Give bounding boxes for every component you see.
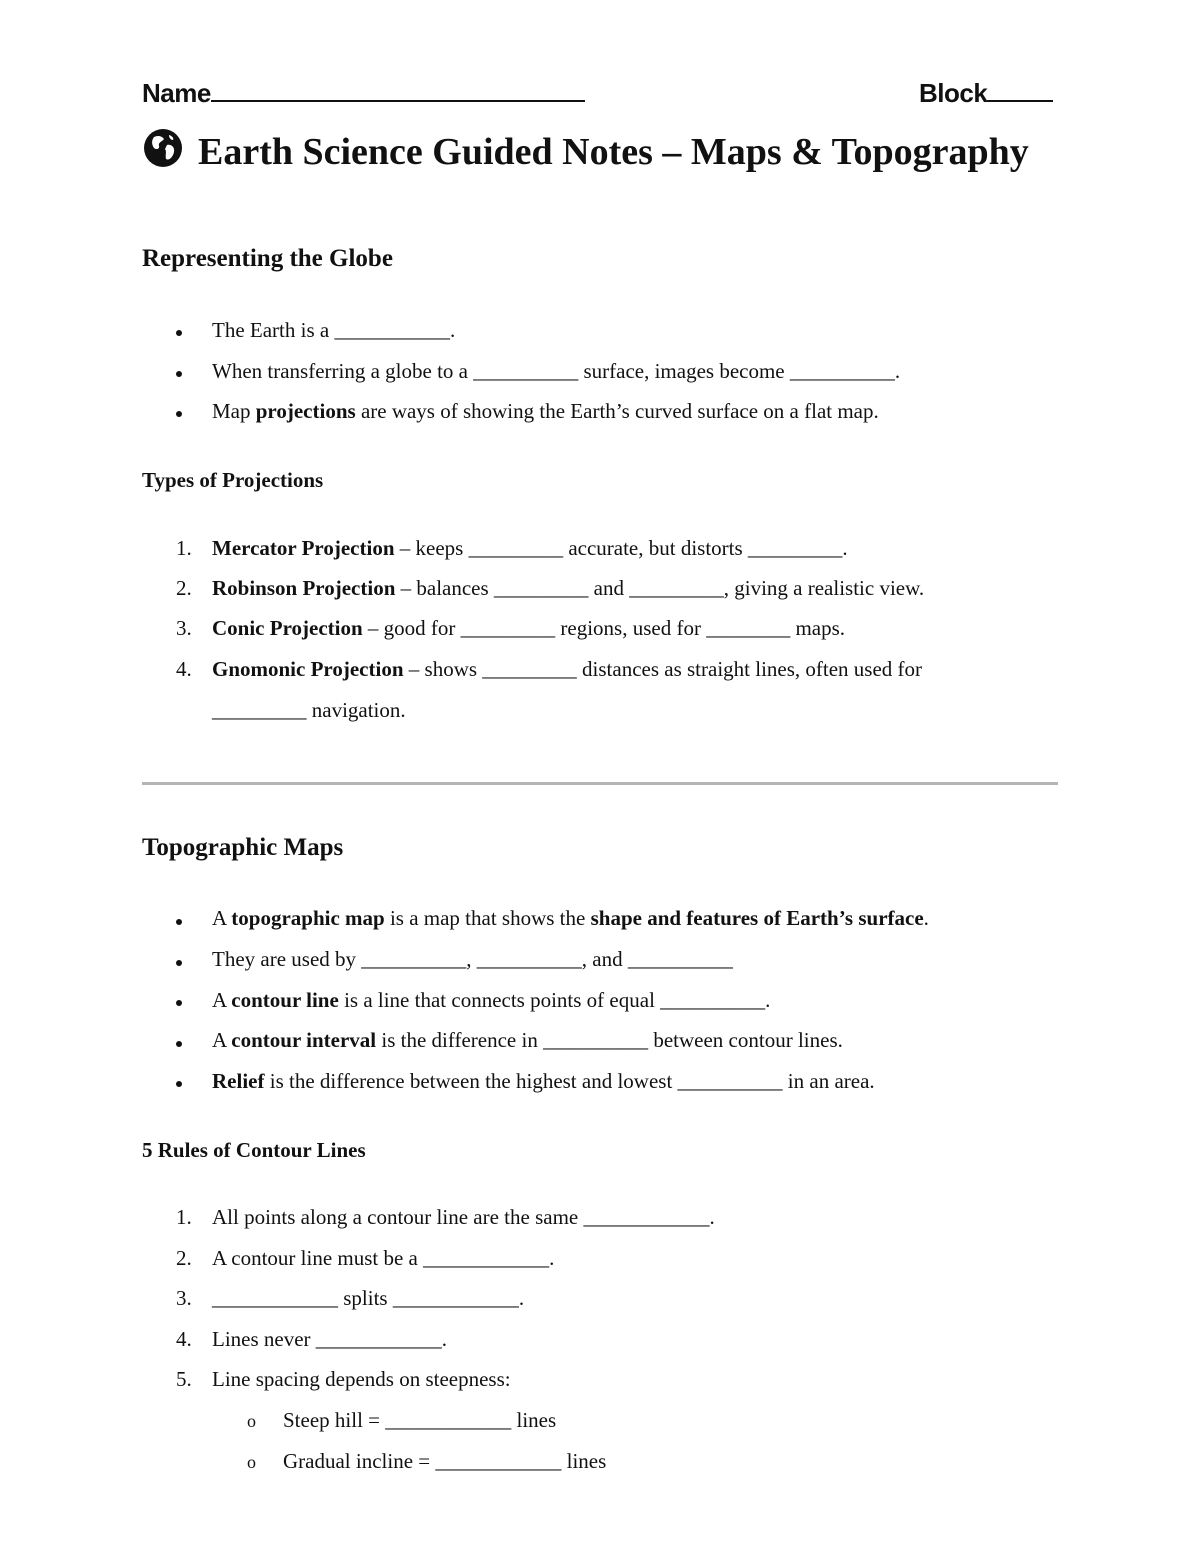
list-item: All points along a contour line are the same ____________. bbox=[212, 1205, 715, 1229]
sub-bullet-marker: o bbox=[247, 1452, 256, 1472]
bullet-dot bbox=[176, 371, 182, 377]
list-item: Map projections are ways of showing the Earth’s curved surface on a flat map. bbox=[212, 399, 879, 423]
section-divider bbox=[142, 782, 1058, 785]
list-item: The Earth is a ___________. bbox=[212, 318, 456, 342]
list-number: 4. bbox=[176, 657, 192, 681]
list-number: 2. bbox=[176, 1246, 192, 1270]
sub-list-item: Gradual incline = ____________ lines bbox=[283, 1449, 607, 1473]
name-field[interactable] bbox=[142, 80, 585, 106]
name-blank[interactable] bbox=[211, 100, 585, 102]
list-item: A contour interval is the difference in __________ between contour lines. bbox=[212, 1028, 843, 1052]
list-item: Conic Projection – good for _________ regions, used for ________ maps. bbox=[212, 616, 846, 640]
page-title bbox=[142, 127, 1029, 171]
bullet-dot bbox=[176, 1081, 182, 1087]
list-number: 4. bbox=[176, 1327, 192, 1351]
list-number: 5. bbox=[176, 1367, 192, 1391]
list-item: Gnomonic Projection – shows _________ distances as straight lines, often used for bbox=[212, 657, 923, 681]
bullet-dot bbox=[176, 1041, 182, 1047]
list-item: Mercator Projection – keeps _________ accurate, but distorts _________. bbox=[212, 536, 848, 560]
title-text: Earth Science Guided Notes – Maps & Topography bbox=[198, 131, 1029, 173]
heading-topographic-maps: Topographic Maps bbox=[142, 834, 344, 861]
heading-contour-rules: 5 Rules of Contour Lines bbox=[142, 1138, 366, 1162]
list-item: Line spacing depends on steepness: bbox=[212, 1367, 511, 1391]
list-item: Robinson Projection – balances _________ and _________, giving a realistic view. bbox=[212, 576, 925, 600]
list-item: Relief is the difference between the highest and lowest __________ in an area. bbox=[212, 1069, 875, 1093]
bullet-dot bbox=[176, 960, 182, 966]
list-number: 1. bbox=[176, 536, 192, 560]
bullet-dot bbox=[176, 919, 182, 925]
list-number: 3. bbox=[176, 616, 192, 640]
list-item: A contour line is a line that connects points of equal __________. bbox=[212, 988, 771, 1012]
list-item: When transferring a globe to a __________ surface, images become __________. bbox=[212, 359, 901, 383]
block-field[interactable] bbox=[919, 80, 1053, 106]
list-number: 2. bbox=[176, 576, 192, 600]
list-item: ____________ splits ____________. bbox=[212, 1286, 525, 1310]
heading-types-of-projections: Types of Projections bbox=[142, 468, 324, 492]
heading-representing-globe: Representing the Globe bbox=[142, 245, 393, 272]
globe-icon bbox=[142, 127, 184, 169]
list-item: They are used by __________, __________, and __________ bbox=[212, 947, 733, 971]
list-item: A topographic map is a map that shows the shape and features of Earth’s surface. bbox=[212, 906, 929, 930]
block-label: Block bbox=[919, 78, 988, 108]
block-blank[interactable] bbox=[987, 100, 1053, 102]
sub-bullet-marker: o bbox=[247, 1411, 256, 1431]
name-label: Name bbox=[142, 78, 211, 108]
list-item-continuation: _________ navigation. bbox=[212, 698, 406, 722]
list-item: Lines never ____________. bbox=[212, 1327, 448, 1351]
sub-list-item: Steep hill = ____________ lines bbox=[283, 1408, 557, 1432]
list-number: 1. bbox=[176, 1205, 192, 1229]
list-number: 3. bbox=[176, 1286, 192, 1310]
list-item: A contour line must be a ____________. bbox=[212, 1246, 555, 1270]
bullet-dot bbox=[176, 330, 182, 336]
bullet-dot bbox=[176, 1000, 182, 1006]
bullet-dot bbox=[176, 411, 182, 417]
